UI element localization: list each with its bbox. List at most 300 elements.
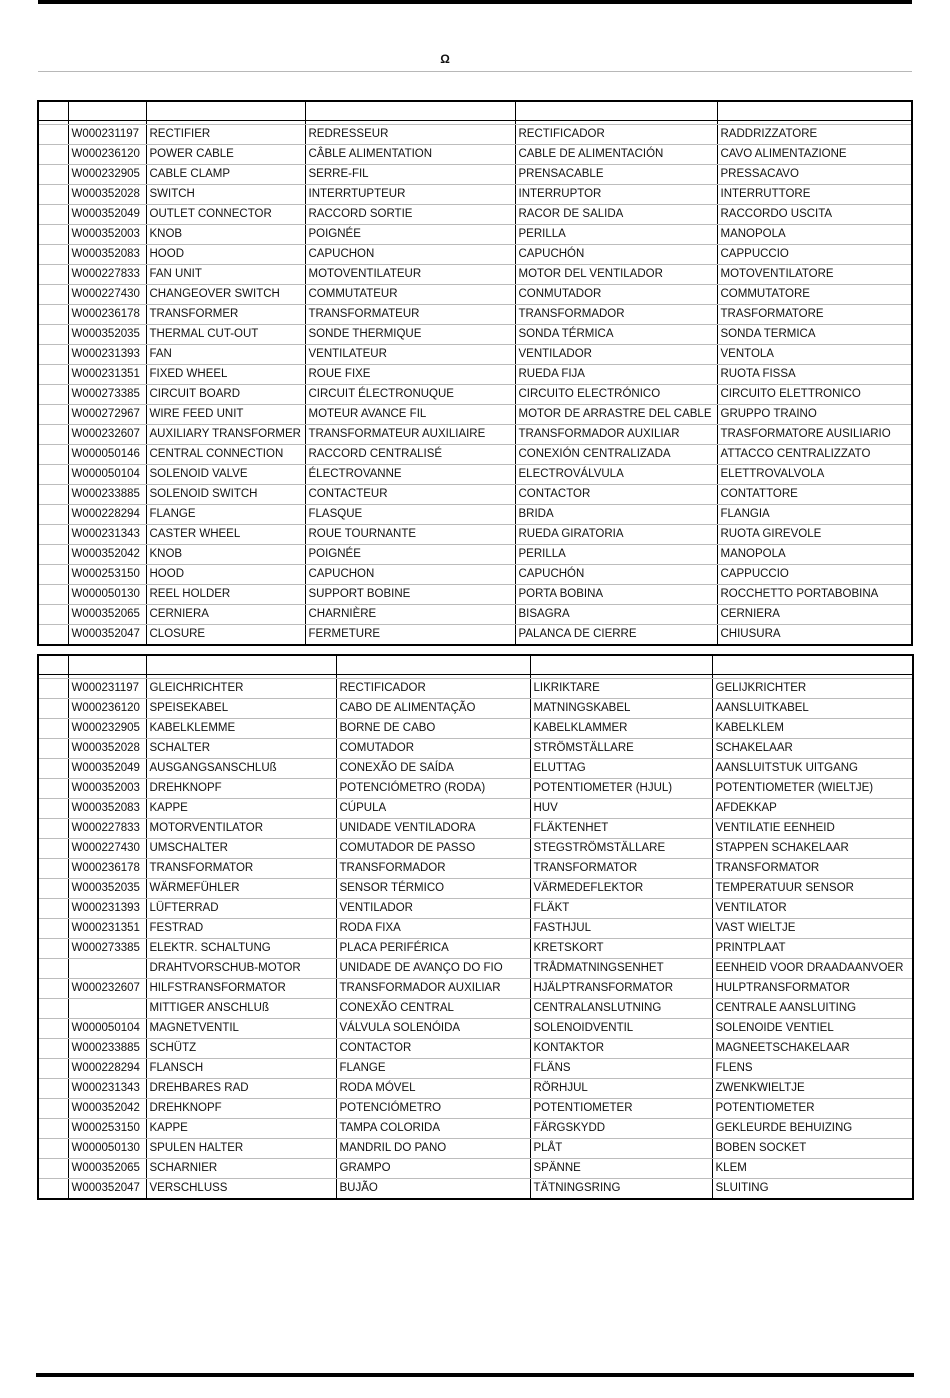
index-cell: [38, 859, 68, 879]
index-cell: [38, 425, 68, 445]
language-4-cell: COMMUTATORE: [717, 285, 912, 305]
language-2-cell: CÂBLE ALIMENTATION: [305, 145, 515, 165]
language-2-cell: SERRE-FIL: [305, 165, 515, 185]
parts-table-1-body: [38, 101, 912, 645]
language-1-cell: TRANSFORMATOR: [146, 859, 336, 879]
language-2-cell: TAMPA COLORIDA: [336, 1119, 530, 1139]
language-1-cell: OUTLET CONNECTOR: [146, 205, 305, 225]
language-4-cell: FLANGIA: [717, 505, 912, 525]
table-row: [38, 1019, 913, 1039]
language-4-cell: PRINTPLAAT: [712, 939, 913, 959]
language-4-cell: CENTRALE AANSLUITING: [712, 999, 913, 1019]
language-1-cell: SOLENOID SWITCH: [146, 485, 305, 505]
language-2-cell: UNIDADE DE AVANÇO DO FIO: [336, 959, 530, 979]
index-cell: [38, 759, 68, 779]
language-2-cell: SUPPORT BOBINE: [305, 585, 515, 605]
language-4-cell: AANSLUITKABEL: [712, 699, 913, 719]
index-cell: [38, 545, 68, 565]
part-number-cell: W000228294: [68, 505, 146, 525]
language-4-cell: AFDEKKAP: [712, 799, 913, 819]
index-cell: [38, 1079, 68, 1099]
part-number-cell: W000232607: [68, 979, 146, 999]
language-3-cell: BRIDA: [515, 505, 717, 525]
language-1-cell: CHANGEOVER SWITCH: [146, 285, 305, 305]
language-2-cell: BUJÃO: [336, 1179, 530, 1200]
language-3-cell: TRANSFORMADOR AUXILIAR: [515, 425, 717, 445]
language-1-cell: UMSCHALTER: [146, 839, 336, 859]
index-cell: [38, 165, 68, 185]
part-number-cell: W000050130: [68, 1139, 146, 1159]
table-row: [38, 799, 913, 819]
language-2-cell: RECTIFICADOR: [336, 679, 530, 699]
language-1-cell: SOLENOID VALVE: [146, 465, 305, 485]
table-row: [38, 759, 913, 779]
language-3-cell: PLÅT: [530, 1139, 712, 1159]
language-2-cell: VENTILADOR: [336, 899, 530, 919]
language-1-cell: GLEICHRICHTER: [146, 679, 336, 699]
language-2-cell: FLANGE: [336, 1059, 530, 1079]
table-row: [38, 899, 913, 919]
language-1-cell: AUSGANGSANSCHLUß: [146, 759, 336, 779]
part-number-cell: W000227833: [68, 819, 146, 839]
language-2-cell: CIRCUIT ÉLECTRONUQUE: [305, 385, 515, 405]
language-1-cell: MAGNETVENTIL: [146, 1019, 336, 1039]
language-1-cell: VERSCHLUSS: [146, 1179, 336, 1200]
language-3-cell: LIKRIKTARE: [530, 679, 712, 699]
language-2-cell: MANDRIL DO PANO: [336, 1139, 530, 1159]
part-number-cell: W000273385: [68, 939, 146, 959]
language-2-cell: ÉLECTROVANNE: [305, 465, 515, 485]
index-cell: [38, 899, 68, 919]
language-2-cell: POIGNÉE: [305, 225, 515, 245]
part-number-cell: W000253150: [68, 565, 146, 585]
language-3-cell: TRÅDMATNINGSENHET: [530, 959, 712, 979]
parts-table-1: [37, 100, 913, 646]
language-4-cell: INTERRUTTORE: [717, 185, 912, 205]
language-4-cell: SLUITING: [712, 1179, 913, 1200]
index-cell: [38, 679, 68, 699]
table-row: [38, 585, 912, 605]
language-4-cell: TRANSFORMATOR: [712, 859, 913, 879]
table-row: [38, 1079, 913, 1099]
language-1-cell: SCHALTER: [146, 739, 336, 759]
part-number-cell: W000232905: [68, 165, 146, 185]
language-3-cell: TÄTNINGSRING: [530, 1179, 712, 1200]
table-row: [38, 245, 912, 265]
table-row: [38, 999, 913, 1019]
language-3-cell: CENTRALANSLUTNING: [530, 999, 712, 1019]
language-2-cell: SONDE THERMIQUE: [305, 325, 515, 345]
language-3-cell: STRÖMSTÄLLARE: [530, 739, 712, 759]
language-4-cell: GEKLEURDE BEHUIZING: [712, 1119, 913, 1139]
language-4-cell: POTENTIOMETER (WIELTJE): [712, 779, 913, 799]
language-1-cell: SCHÜTZ: [146, 1039, 336, 1059]
part-number-cell: W000352028: [68, 185, 146, 205]
part-number-cell: W000233885: [68, 485, 146, 505]
language-2-cell: RACCORD CENTRALISÉ: [305, 445, 515, 465]
language-4-cell: GRUPPO TRAINO: [717, 405, 912, 425]
bottom-rule: [36, 1373, 914, 1377]
language-2-cell: FERMETURE: [305, 625, 515, 646]
table-row: [38, 779, 913, 799]
table-row: [38, 465, 912, 485]
table-row: [38, 1099, 913, 1119]
language-1-cell: HOOD: [146, 245, 305, 265]
language-3-cell: TRANSFORMADOR: [515, 305, 717, 325]
part-number-cell: W000231197: [68, 125, 146, 145]
table-row: [38, 145, 912, 165]
language-2-cell: COMUTADOR DE PASSO: [336, 839, 530, 859]
part-number-cell: [68, 959, 146, 979]
language-2-cell: TRANSFORMATEUR: [305, 305, 515, 325]
language-4-cell: MANOPOLA: [717, 545, 912, 565]
language-2-cell: MOTEUR AVANCE FIL: [305, 405, 515, 425]
language-4-cell: RUOTA FISSA: [717, 365, 912, 385]
language-3-cell: KABELKLAMMER: [530, 719, 712, 739]
index-cell: [38, 565, 68, 585]
language-3-cell: CONMUTADOR: [515, 285, 717, 305]
table-row: [38, 325, 912, 345]
index-cell: [38, 365, 68, 385]
language-1-cell: LÜFTERRAD: [146, 899, 336, 919]
language-2-cell: COMUTADOR: [336, 739, 530, 759]
index-cell: [38, 605, 68, 625]
language-3-cell: PALANCA DE CIERRE: [515, 625, 717, 646]
table-header-row: [38, 655, 913, 675]
language-3-cell: CONTACTOR: [515, 485, 717, 505]
language-3-cell: HUV: [530, 799, 712, 819]
index-cell: [38, 999, 68, 1019]
part-number-cell: W000233885: [68, 1039, 146, 1059]
table-row: [38, 425, 912, 445]
part-number-cell: W000352049: [68, 205, 146, 225]
language-1-cell: KAPPE: [146, 799, 336, 819]
index-cell: [38, 345, 68, 365]
language-2-cell: VENTILATEUR: [305, 345, 515, 365]
language-2-cell: COMMUTATEUR: [305, 285, 515, 305]
index-cell: [38, 205, 68, 225]
language-2-cell: PLACA PERIFÉRICA: [336, 939, 530, 959]
part-number-cell: W000352042: [68, 545, 146, 565]
language-1-cell: CENTRAL CONNECTION: [146, 445, 305, 465]
language-1-cell: FLANSCH: [146, 1059, 336, 1079]
index-cell: [38, 485, 68, 505]
language-2-cell: MOTOVENTILATEUR: [305, 265, 515, 285]
table-header-row: [38, 101, 912, 121]
table-row: [38, 365, 912, 385]
language-2-cell: ROUE TOURNANTE: [305, 525, 515, 545]
language-1-cell: RECTIFIER: [146, 125, 305, 145]
table-row: [38, 679, 913, 699]
part-number-cell: W000352042: [68, 1099, 146, 1119]
index-cell: [38, 699, 68, 719]
table-row: [38, 125, 912, 145]
part-number-cell: W000231343: [68, 525, 146, 545]
language-2-cell: POTENCIÓMETRO: [336, 1099, 530, 1119]
language-3-cell: MOTOR DE ARRASTRE DEL CABLE: [515, 405, 717, 425]
language-3-cell: FLÄKT: [530, 899, 712, 919]
part-number-cell: W000231197: [68, 679, 146, 699]
language-3-cell: RUEDA GIRATORIA: [515, 525, 717, 545]
language-1-cell: FESTRAD: [146, 919, 336, 939]
table-row: [38, 839, 913, 859]
language-2-cell: RODA FIXA: [336, 919, 530, 939]
part-number-cell: W000352003: [68, 225, 146, 245]
language-4-cell: RUOTA GIREVOLE: [717, 525, 912, 545]
part-number-cell: W000253150: [68, 1119, 146, 1139]
language-1-cell: POWER CABLE: [146, 145, 305, 165]
language-1-cell: THERMAL CUT-OUT: [146, 325, 305, 345]
language-1-cell: REEL HOLDER: [146, 585, 305, 605]
language-4-cell: CAVO ALIMENTAZIONE: [717, 145, 912, 165]
language-1-cell: KNOB: [146, 545, 305, 565]
language-1-cell: DREHBARES RAD: [146, 1079, 336, 1099]
language-1-cell: AUXILIARY TRANSFORMER: [146, 425, 305, 445]
language-2-cell: VÁLVULA SOLENÓIDA: [336, 1019, 530, 1039]
table-row: [38, 939, 913, 959]
index-cell: [38, 1179, 68, 1200]
part-number-cell: W000236178: [68, 859, 146, 879]
language-3-cell: FÄRGSKYDD: [530, 1119, 712, 1139]
index-cell: [38, 819, 68, 839]
index-cell: [38, 445, 68, 465]
language-1-cell: DREHKNOPF: [146, 779, 336, 799]
language-4-cell: KABELKLEM: [712, 719, 913, 739]
language-4-cell: POTENTIOMETER: [712, 1099, 913, 1119]
part-number-cell: W000050104: [68, 465, 146, 485]
part-number-cell: W000352049: [68, 759, 146, 779]
part-number-cell: W000352028: [68, 739, 146, 759]
language-2-cell: POIGNÉE: [305, 545, 515, 565]
table-row: [38, 739, 913, 759]
part-number-cell: W000232905: [68, 719, 146, 739]
table-row: [38, 1179, 913, 1200]
part-number-cell: W000232607: [68, 425, 146, 445]
language-1-cell: FAN UNIT: [146, 265, 305, 285]
table-row: [38, 1039, 913, 1059]
language-4-cell: SCHAKELAAR: [712, 739, 913, 759]
part-number-cell: W000228294: [68, 1059, 146, 1079]
index-cell: [38, 585, 68, 605]
part-number-cell: W000231393: [68, 899, 146, 919]
language-1-cell: FLANGE: [146, 505, 305, 525]
part-number-cell: W000272967: [68, 405, 146, 425]
language-2-cell: INTERRTUPTEUR: [305, 185, 515, 205]
part-number-cell: W000231393: [68, 345, 146, 365]
language-4-cell: SONDA TERMICA: [717, 325, 912, 345]
language-2-cell: GRAMPO: [336, 1159, 530, 1179]
language-2-cell: SENSOR TÉRMICO: [336, 879, 530, 899]
table-row: [38, 525, 912, 545]
language-3-cell: TRANSFORMATOR: [530, 859, 712, 879]
language-2-cell: RACCORD SORTIE: [305, 205, 515, 225]
language-1-cell: WIRE FEED UNIT: [146, 405, 305, 425]
language-4-cell: FLENS: [712, 1059, 913, 1079]
header-symbol: Ω: [440, 52, 450, 66]
language-2-cell: TRANSFORMADOR: [336, 859, 530, 879]
index-cell: [38, 285, 68, 305]
table-row: [38, 1139, 913, 1159]
language-3-cell: RUEDA FIJA: [515, 365, 717, 385]
language-3-cell: PRENSACABLE: [515, 165, 717, 185]
table-row: [38, 979, 913, 999]
index-cell: [38, 959, 68, 979]
language-3-cell: CABLE DE ALIMENTACIÓN: [515, 145, 717, 165]
language-1-cell: FIXED WHEEL: [146, 365, 305, 385]
index-cell: [38, 839, 68, 859]
language-3-cell: HJÄLPTRANSFORMATOR: [530, 979, 712, 999]
language-2-cell: TRANSFORMATEUR AUXILIAIRE: [305, 425, 515, 445]
index-cell: [38, 1039, 68, 1059]
language-3-cell: BISAGRA: [515, 605, 717, 625]
language-4-cell: HULPTRANSFORMATOR: [712, 979, 913, 999]
language-2-cell: RODA MÓVEL: [336, 1079, 530, 1099]
part-number-cell: W000050146: [68, 445, 146, 465]
language-1-cell: SCHARNIER: [146, 1159, 336, 1179]
index-cell: [38, 305, 68, 325]
language-3-cell: RECTIFICADOR: [515, 125, 717, 145]
index-cell: [38, 245, 68, 265]
table-row: [38, 625, 912, 646]
part-number-cell: W000352047: [68, 1179, 146, 1200]
language-2-cell: FLASQUE: [305, 505, 515, 525]
part-number-cell: W000231351: [68, 365, 146, 385]
language-3-cell: CAPUCHÓN: [515, 565, 717, 585]
language-4-cell: MAGNEETSCHAKELAAR: [712, 1039, 913, 1059]
language-1-cell: DREHKNOPF: [146, 1099, 336, 1119]
language-4-cell: VAST WIELTJE: [712, 919, 913, 939]
language-2-cell: TRANSFORMADOR AUXILIAR: [336, 979, 530, 999]
language-4-cell: STAPPEN SCHAKELAAR: [712, 839, 913, 859]
language-4-cell: CONTATTORE: [717, 485, 912, 505]
language-4-cell: RADDRIZZATORE: [717, 125, 912, 145]
part-number-cell: W000352035: [68, 879, 146, 899]
language-3-cell: VÄRMEDEFLEKTOR: [530, 879, 712, 899]
language-3-cell: FLÄKTENHET: [530, 819, 712, 839]
table-row: [38, 859, 913, 879]
language-1-cell: CERNIERA: [146, 605, 305, 625]
language-4-cell: MANOPOLA: [717, 225, 912, 245]
index-cell: [38, 739, 68, 759]
language-3-cell: CAPUCHÓN: [515, 245, 717, 265]
parts-table-2: [37, 654, 914, 1200]
language-2-cell: CONTACTEUR: [305, 485, 515, 505]
table-row: [38, 565, 912, 585]
language-1-cell: CASTER WHEEL: [146, 525, 305, 545]
language-2-cell: CAPUCHON: [305, 565, 515, 585]
language-4-cell: CAPPUCCIO: [717, 245, 912, 265]
language-1-cell: TRANSFORMER: [146, 305, 305, 325]
language-2-cell: CABO DE ALIMENTAÇÃO: [336, 699, 530, 719]
part-number-cell: W000236178: [68, 305, 146, 325]
language-4-cell: ZWENKWIELTJE: [712, 1079, 913, 1099]
language-2-cell: CONTACTOR: [336, 1039, 530, 1059]
index-cell: [38, 145, 68, 165]
language-2-cell: POTENCIÓMETRO (RODA): [336, 779, 530, 799]
part-number-cell: W000352083: [68, 799, 146, 819]
language-3-cell: MOTOR DEL VENTILADOR: [515, 265, 717, 285]
part-number-cell: W000227430: [68, 839, 146, 859]
language-1-cell: KAPPE: [146, 1119, 336, 1139]
table-row: [38, 505, 912, 525]
language-3-cell: SONDA TÉRMICA: [515, 325, 717, 345]
index-cell: [38, 625, 68, 646]
language-2-cell: BORNE DE CABO: [336, 719, 530, 739]
table-row: [38, 545, 912, 565]
language-1-cell: HOOD: [146, 565, 305, 585]
language-1-cell: CABLE CLAMP: [146, 165, 305, 185]
language-4-cell: AANSLUITSTUK UITGANG: [712, 759, 913, 779]
language-3-cell: POTENTIOMETER: [530, 1099, 712, 1119]
index-cell: [38, 799, 68, 819]
index-cell: [38, 879, 68, 899]
index-cell: [38, 1159, 68, 1179]
language-2-cell: CONEXÃO DE SAÍDA: [336, 759, 530, 779]
index-cell: [38, 405, 68, 425]
language-1-cell: SPULEN HALTER: [146, 1139, 336, 1159]
table-row: [38, 919, 913, 939]
language-3-cell: CONEXIÓN CENTRALIZADA: [515, 445, 717, 465]
table-row: [38, 605, 912, 625]
index-cell: [38, 525, 68, 545]
index-cell: [38, 979, 68, 999]
part-number-cell: W000231343: [68, 1079, 146, 1099]
language-3-cell: POTENTIOMETER (HJUL): [530, 779, 712, 799]
language-3-cell: CIRCUITO ELECTRÓNICO: [515, 385, 717, 405]
language-4-cell: TEMPERATUUR SENSOR: [712, 879, 913, 899]
language-3-cell: STEGSTRÖMSTÄLLARE: [530, 839, 712, 859]
language-4-cell: VENTILATOR: [712, 899, 913, 919]
language-4-cell: PRESSACAVO: [717, 165, 912, 185]
part-number-cell: W000236120: [68, 145, 146, 165]
index-cell: [38, 1139, 68, 1159]
language-4-cell: BOBEN SOCKET: [712, 1139, 913, 1159]
language-4-cell: CERNIERA: [717, 605, 912, 625]
table-row: [38, 959, 913, 979]
table-row: [38, 819, 913, 839]
language-2-cell: CONEXÃO CENTRAL: [336, 999, 530, 1019]
language-3-cell: PERILLA: [515, 545, 717, 565]
language-3-cell: PORTA BOBINA: [515, 585, 717, 605]
part-number-cell: W000352065: [68, 1159, 146, 1179]
index-cell: [38, 465, 68, 485]
language-1-cell: SWITCH: [146, 185, 305, 205]
index-cell: [38, 325, 68, 345]
language-3-cell: KONTAKTOR: [530, 1039, 712, 1059]
table-row: [38, 185, 912, 205]
index-cell: [38, 505, 68, 525]
language-3-cell: RACOR DE SALIDA: [515, 205, 717, 225]
part-number-cell: W000050130: [68, 585, 146, 605]
language-3-cell: RÖRHJUL: [530, 1079, 712, 1099]
index-cell: [38, 719, 68, 739]
language-1-cell: KABELKLEMME: [146, 719, 336, 739]
language-1-cell: MITTIGER ANSCHLUß: [146, 999, 336, 1019]
table-row: [38, 385, 912, 405]
language-4-cell: VENTILATIE EENHEID: [712, 819, 913, 839]
language-1-cell: CIRCUIT BOARD: [146, 385, 305, 405]
language-3-cell: ELUTTAG: [530, 759, 712, 779]
language-3-cell: FASTHJUL: [530, 919, 712, 939]
table-row: [38, 345, 912, 365]
language-1-cell: WÄRMEFÜHLER: [146, 879, 336, 899]
language-4-cell: TRASFORMATORE AUSILIARIO: [717, 425, 912, 445]
language-3-cell: ELECTROVÁLVULA: [515, 465, 717, 485]
table-row: [38, 225, 912, 245]
language-4-cell: CIRCUITO ELETTRONICO: [717, 385, 912, 405]
index-cell: [38, 1019, 68, 1039]
language-3-cell: MATNINGSKABEL: [530, 699, 712, 719]
